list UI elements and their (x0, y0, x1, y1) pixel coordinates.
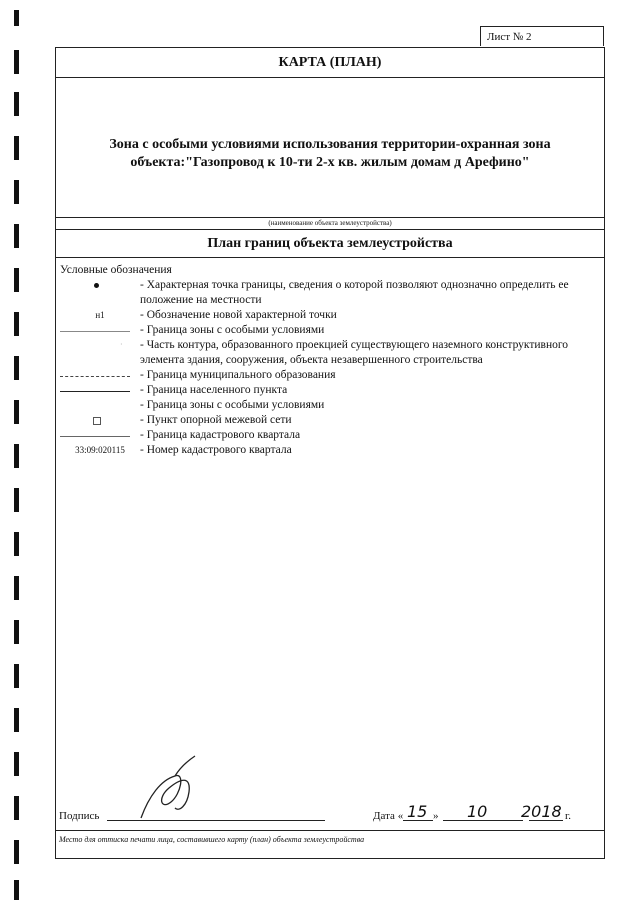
sheet-number: Лист № 2 (480, 26, 604, 46)
legend-item: 33:09:020115 - Номер кадастрового квартала (60, 443, 600, 458)
legend-item: - Характерная точка границы, сведения о которой позволяют однозначно определить ее положение на местности (60, 278, 600, 308)
signature-icon (129, 736, 219, 826)
date-day-line (403, 820, 433, 821)
signature-row: Подпись Дата « 15 » 10 2018 г. (59, 806, 599, 826)
object-name: Зона с особыми условиями использования территории-охранная зона объекта:"Газопровод к 10-ти 2-х кв. жилым домам д Арефино" (56, 78, 604, 218)
cadastral-number-label: 33:09:020115 (75, 445, 125, 455)
plan-title: План границ объекта землеустройства (56, 230, 604, 258)
date-year-suffix: г. (565, 810, 572, 822)
signature-label: Подпись (59, 810, 100, 822)
legend-item: - Граница зоны с особыми условиями (60, 323, 600, 338)
square-icon (60, 413, 140, 428)
date-year-line (529, 820, 563, 821)
legend-item: н1 - Обозначение новой характерной точки (60, 308, 600, 323)
legend-item: - Граница кадастрового квартала (60, 428, 600, 443)
date-month-line (443, 820, 523, 821)
date-label: Дата « (373, 810, 404, 822)
stamp-caption: Место для оттиска печати лица, составившего карту (план) объекта землеустройства (56, 830, 604, 858)
date-year: 2018 (521, 802, 562, 821)
faint-contour-icon: · (120, 340, 123, 349)
boundary-point-icon (60, 278, 140, 308)
new-point-label: н1 (95, 310, 105, 320)
date-day: 15 (407, 802, 428, 821)
dashed-line-icon (60, 368, 140, 383)
blank-symbol (60, 398, 140, 413)
legend-heading: Условные обозначения (60, 264, 172, 276)
legend-item: - Граница зоны с особыми условиями (60, 398, 600, 413)
legend-item: · - Часть контура, образованного проекцией существующего наземного конструктивного элемента здания, сооружения, объекта незавершенного строительства (60, 338, 600, 368)
legend-item: - Граница населенного пункта (60, 383, 600, 398)
legend-item: - Пункт опорной межевой сети (60, 413, 600, 428)
thin-line-icon (60, 323, 140, 338)
date-month: 10 (467, 802, 488, 821)
legend-item: - Граница муниципального образования (60, 368, 600, 383)
document-frame (55, 47, 605, 859)
object-caption: (наименование объекта землеустройства) (56, 218, 604, 230)
bold-line-icon (60, 383, 140, 398)
document-title: КАРТА (ПЛАН) (56, 48, 604, 78)
thin-line-icon (60, 428, 140, 443)
legend (60, 262, 600, 458)
